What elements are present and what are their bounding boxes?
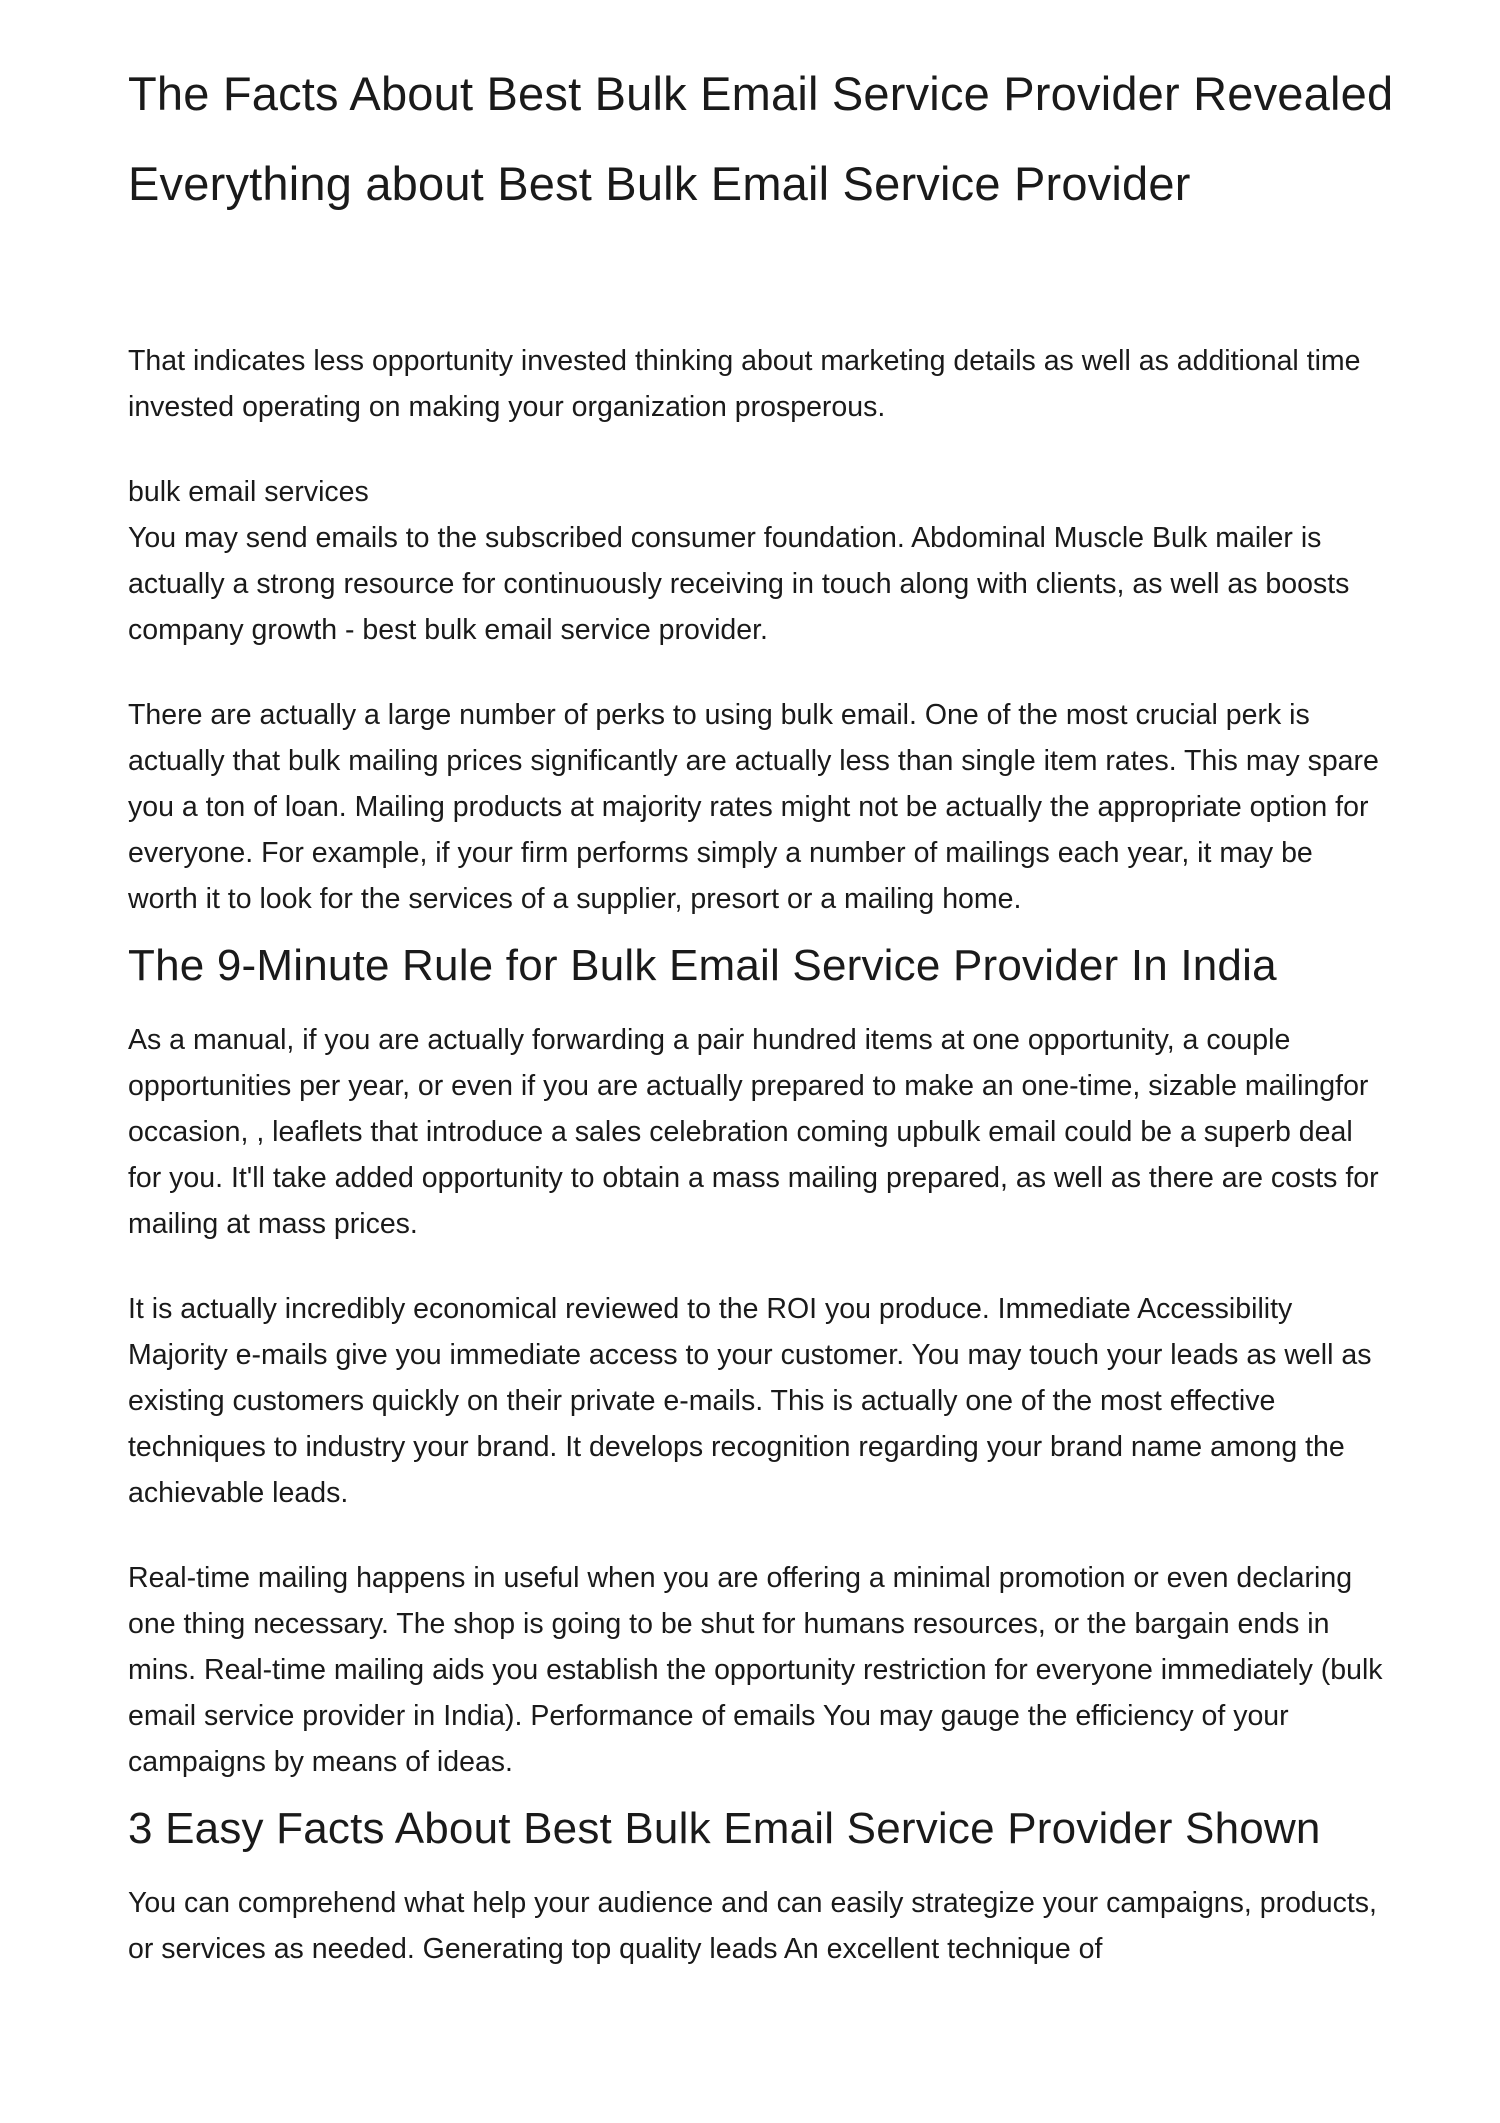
bulk-email-services-link[interactable]: bulk email services (128, 476, 369, 508)
paragraph-3: There are actually a large number of perks to using bulk email. One of the most crucial perk is actually that bulk mailing prices significantly are actually less than single item rates. This may spare you a ton of loan. Mailing products at majority rates might not be actually the appropriate option for everyone. For example, if your firm performs simply a number of mailings each year, it may be worth it to look for the services of a supplier, presort or a mailing home. (128, 699, 1379, 915)
section-2-heading: 3 Easy Facts About Best Bulk Email Service Provider Shown (128, 1803, 1321, 1853)
document-subtitle: Everything about Best Bulk Email Service Provider (128, 157, 1191, 210)
section-2-paragraph-1: You can comprehend what help your audience and can easily strategize your campaigns, products, or services as needed. Generating top quality leads An excellent technique of (128, 1886, 1377, 1965)
intro-paragraph: That indicates less opportunity invested thinking about marketing details as well as additional time invested operating on making your organization prosperous. (128, 345, 1361, 423)
section-1-paragraph-3: Real-time mailing happens in useful when you are offering a minimal promotion or even declaring one thing necessary. The shop is going to be shut for humans resources, or the bargain ends in mins. Real-time mailing aids you establish the opportunity restriction for everyone immediately (bulk email service provider in India). Performance of emails You may gauge the efficiency of your campaigns by means of ideas. (128, 1561, 1383, 1778)
section-1-paragraph-1: As a manual, if you are actually forwarding a pair hundred items at one opportunity, a couple opportunities per year, or even if you are actually prepared to make an one-time, sizable mailingfor occasion, , leaflets that introduce a sales celebration coming upbulk email could be a superb deal for you. It'll take added opportunity to obtain a mass mailing prepared, as well as there are costs for mailing at mass prices. (128, 1023, 1379, 1240)
section-1-paragraph-2: It is actually incredibly economical reviewed to the ROI you produce. Immediate Accessibility Majority e-mails give you immediate access to your customer. You may touch your leads as well as existing customers quickly on their private e-mails. This is actually one of the most effective techniques to industry your brand. It develops recognition regarding your brand name among the achievable leads. (128, 1292, 1372, 1509)
document-body (128, 338, 1388, 2011)
paragraph-2: You may send emails to the subscribed consumer foundation. Abdominal Muscle Bulk mailer is actually a strong resource for continuously receiving in touch along with clients, as well as boosts company growth - best bulk email service provider. (128, 522, 1350, 646)
section-1-heading: The 9-Minute Rule for Bulk Email Service Provider In India (128, 941, 1277, 990)
document-title: The Facts About Best Bulk Email Service Provider Revealed (128, 67, 1394, 120)
